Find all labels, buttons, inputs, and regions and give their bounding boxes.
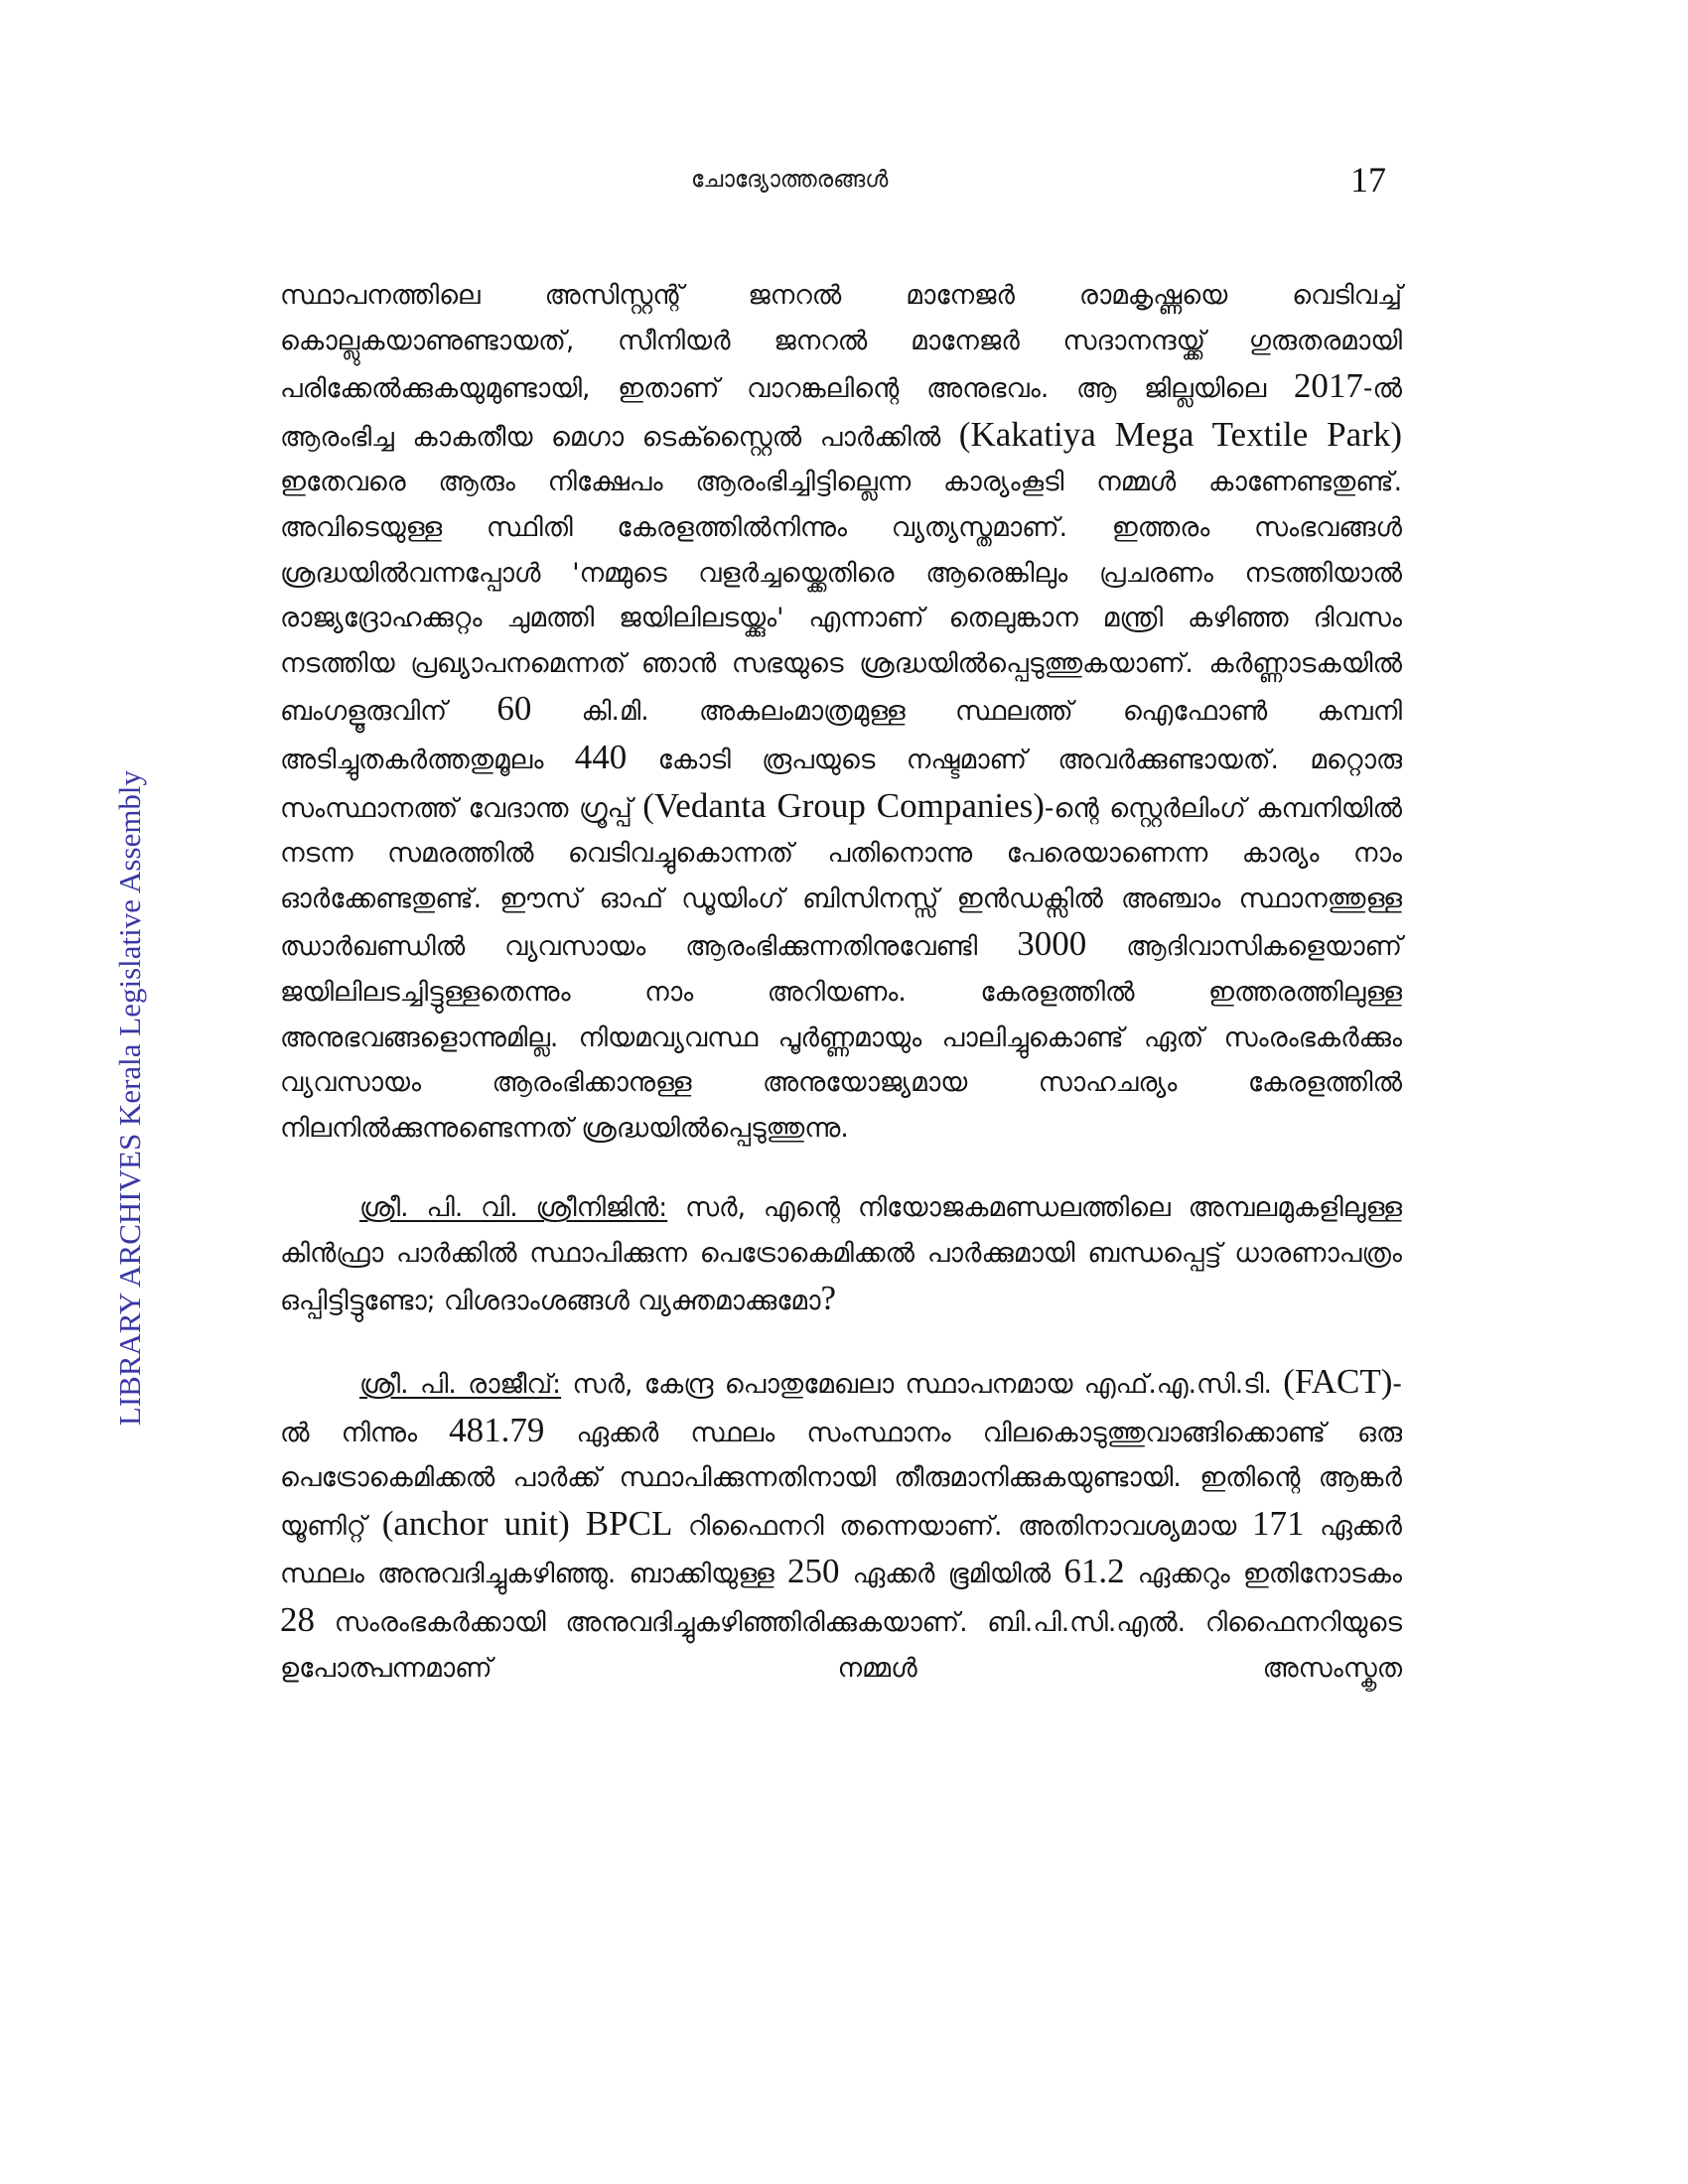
paragraph-minister-answer <box>280 1359 1402 1691</box>
page-number: 17 <box>1350 160 1386 200</box>
text-segment: ഏക്കർ ഭൂമിയിൽ <box>839 1559 1064 1590</box>
text-segment: ഇതേവരെ ആരും നിക്ഷേപം ആരംഭിച്ചിട്ടില്ലെന്ന കാര്യംകൂടി നമ്മൾ കാണേണ്ടതുണ്ട്. അവിടെയുള്ള സ്ഥിതി കേരളത്തിൽനിന്നും വ്യത്യസ്തമാണ്. ഇത്തരം സംഭവങ്ങൾ ശ്രദ്ധയിൽവന്നപ്പോൾ 'നമ്മുടെ വളർച്ചയ്ക്കെതിരെ ആരെങ്കിലും പ്രചരണം നടത്തിയാൽ രാജ്യദ്രോഹക്കുറ്റം ചുമത്തി ജയിലിലടയ്ക്കും' എന്നാണ് തെലുങ്കാന മന്ത്രി കഴിഞ്ഞ ദിവസം നടത്തിയ പ്രഖ്യാപനമെന്നത് ഞാൻ സഭയുടെ ശ്രദ്ധയിൽപ്പെടുത്തുകയാണ്. കർണ്ണാടകയിൽ ബംഗളൂരുവിന് <box>280 467 1402 728</box>
text-segment: ആദിവാസികളെയാണ് ജയിലിലടച്ചിട്ടുള്ളതെന്നും നാം അറിയണം. കേരളത്തിൽ ഇത്തരത്തിലുള്ള അനുഭവങ്ങളൊന്നുമില്ല. നിയമവ്യവസ്ഥ പൂർണ്ണമായും പാലിച്ചുകൊണ്ട് ഏത് സംരംഭകർക്കും വ്യവസായം ആരംഭിക്കാനുള്ള അനുയോജ്യമായ സാഹചര്യം കേരളത്തിൽ നിലനിൽക്കുന്നുണ്ടെന്നത് ശ്രദ്ധയിൽപ്പെടുത്തുന്നു. <box>280 931 1402 1144</box>
archive-watermark-stamp: LIBRARY ARCHIVES Kerala Legislative Assembly <box>112 769 147 1427</box>
speaker-name: ശ്രീ. പി. രാജീവ്: <box>359 1369 562 1401</box>
text-segment: സർ, കേന്ദ്ര പൊതുമേഖലാ സ്ഥാപനമായ എഫ്.എ.സി.ടി. <box>561 1369 1284 1401</box>
paragraph-member-question <box>280 1185 1402 1324</box>
text-segment: കി.മി. അകലംമാത്രമുള്ള സ്ഥലത്ത് ഐഫോൺ കമ്പനി അടിച്ചുതകർത്തതുമൂലം <box>280 696 1402 775</box>
running-title: ചോദ്യോത്തരങ്ങൾ <box>691 167 889 193</box>
page-body <box>280 273 1402 1691</box>
english-term: (anchor unit) BPCL <box>381 1503 673 1543</box>
count-number: 28 <box>280 1600 315 1640</box>
text-segment: സർ, എന്റെ നിയോജകമണ്ഡലത്തിലെ അമ്പലമുകളിലുള്ള കിൻഫ്രാ പാർക്കിൽ സ്ഥാപിക്കുന്ന പെട്രോകെമിക്കൽ പാർക്കുമായി ബന്ധപ്പെട്ട് ധാരണാപത്രം ഒപ്പിട്ടിട്ടുണ്ടോ; വിശദാംശങ്ങൾ വ്യക്തമാക്കുമോ <box>280 1192 1403 1317</box>
area-number: 250 <box>786 1552 840 1591</box>
english-term: (FACT) <box>1283 1362 1393 1402</box>
loss-number: 440 <box>574 737 628 776</box>
text-segment: -ൽ ആരംഭിച്ച കാകതീയ മെഗാ ടെക്സ്റ്റൈൽ പാർക്കിൽ <box>280 373 1402 453</box>
area-number: 481.79 <box>449 1410 545 1449</box>
year-number: 2017 <box>1293 366 1363 406</box>
text-segment: -ന്റെ സ്റ്റെർലിംഗ് കമ്പനിയിൽ നടന്ന സമരത്തിൽ വെടിവച്ചുകൊന്നത് പതിനൊന്നു പേരെയാണെന്ന കാര്യം നാം ഓർക്കേണ്ടതുണ്ട്. ഈസ് ഓഫ് ഡൂയിംഗ് ബിസിനസ്സ് ഇൻഡക്സിൽ അഞ്ചാം സ്ഥാനത്തുള്ള ഝാർഖണ്ഡിൽ വ്യവസായം ആരംഭിക്കുന്നതിനുവേണ്ടി <box>280 792 1402 963</box>
distance-number: 60 <box>496 689 532 729</box>
text-segment: റിഫൈനറി തന്നെയാണ്. അതിനാവശ്യമായ <box>672 1510 1252 1542</box>
english-term: (Vedanta Group Companies) <box>642 785 1045 825</box>
area-number: 61.2 <box>1063 1552 1125 1591</box>
text-segment: ഏക്കർ സ്ഥലം സംസ്ഥാനം വിലകൊടുത്തുവാങ്ങിക്കൊണ്ട് ഒരു പെട്രോകെമിക്കൽ പാർക്ക് സ്ഥാപിക്കുന്നതിനായി തീരുമാനിക്കുകയുണ്ടായി. ഇതിന്റെ ആങ്കർ യൂണിറ്റ് <box>280 1417 1402 1542</box>
area-number: 171 <box>1251 1503 1305 1543</box>
speaker-name: ശ്രീ. പി. വി. ശ്രീനിജിൻ: <box>359 1192 668 1224</box>
text-segment: ഏക്കറും ഇതിനോടകം <box>1124 1559 1403 1590</box>
text-segment: കോടി രൂപയുടെ നഷ്ടമാണ് അവർക്കുണ്ടായത്. മറ്റൊരു സംസ്ഥാനത്ത് വേദാന്ത ഗ്രൂപ്പ് <box>280 744 1402 824</box>
paragraph-minister-reply-continued <box>280 273 1402 1151</box>
question-mark: ? <box>820 1279 836 1318</box>
count-number: 3000 <box>1017 924 1087 964</box>
text-segment: -ൽ നിന്നും <box>280 1369 1402 1448</box>
text-segment: ഏക്കർ സ്ഥലം അനുവദിച്ചുകഴിഞ്ഞു. ബാക്കിയുള്ള <box>280 1510 1402 1590</box>
english-term: (Kakatiya Mega Textile Park) <box>958 414 1402 454</box>
text-segment: സംരംഭകർക്കായി അനുവദിച്ചുകഴിഞ്ഞിരിക്കുകയാണ്. ബി.പി.സി.എൽ. റിഫൈനറിയുടെ ഉപോത്പന്നമാണ് നമ്മൾ അസംസ്കൃത <box>280 1607 1402 1684</box>
text-segment: സ്ഥാപനത്തിലെ അസിസ്റ്റന്റ് ജനറൽ മാനേജർ രാമകൃഷ്ണയെ വെടിവച്ച് കൊല്ലുകയാണുണ്ടായത്, സീനിയർ ജനറൽ മാനേജർ സദാനന്ദയ്ക്ക് ഗുരുതരമായി പരിക്കേൽക്കുകയുമുണ്ടായി, ഇതാണ് വാറങ്കലിന്റെ അനുഭവം. ആ ജില്ലയിലെ <box>280 280 1402 405</box>
